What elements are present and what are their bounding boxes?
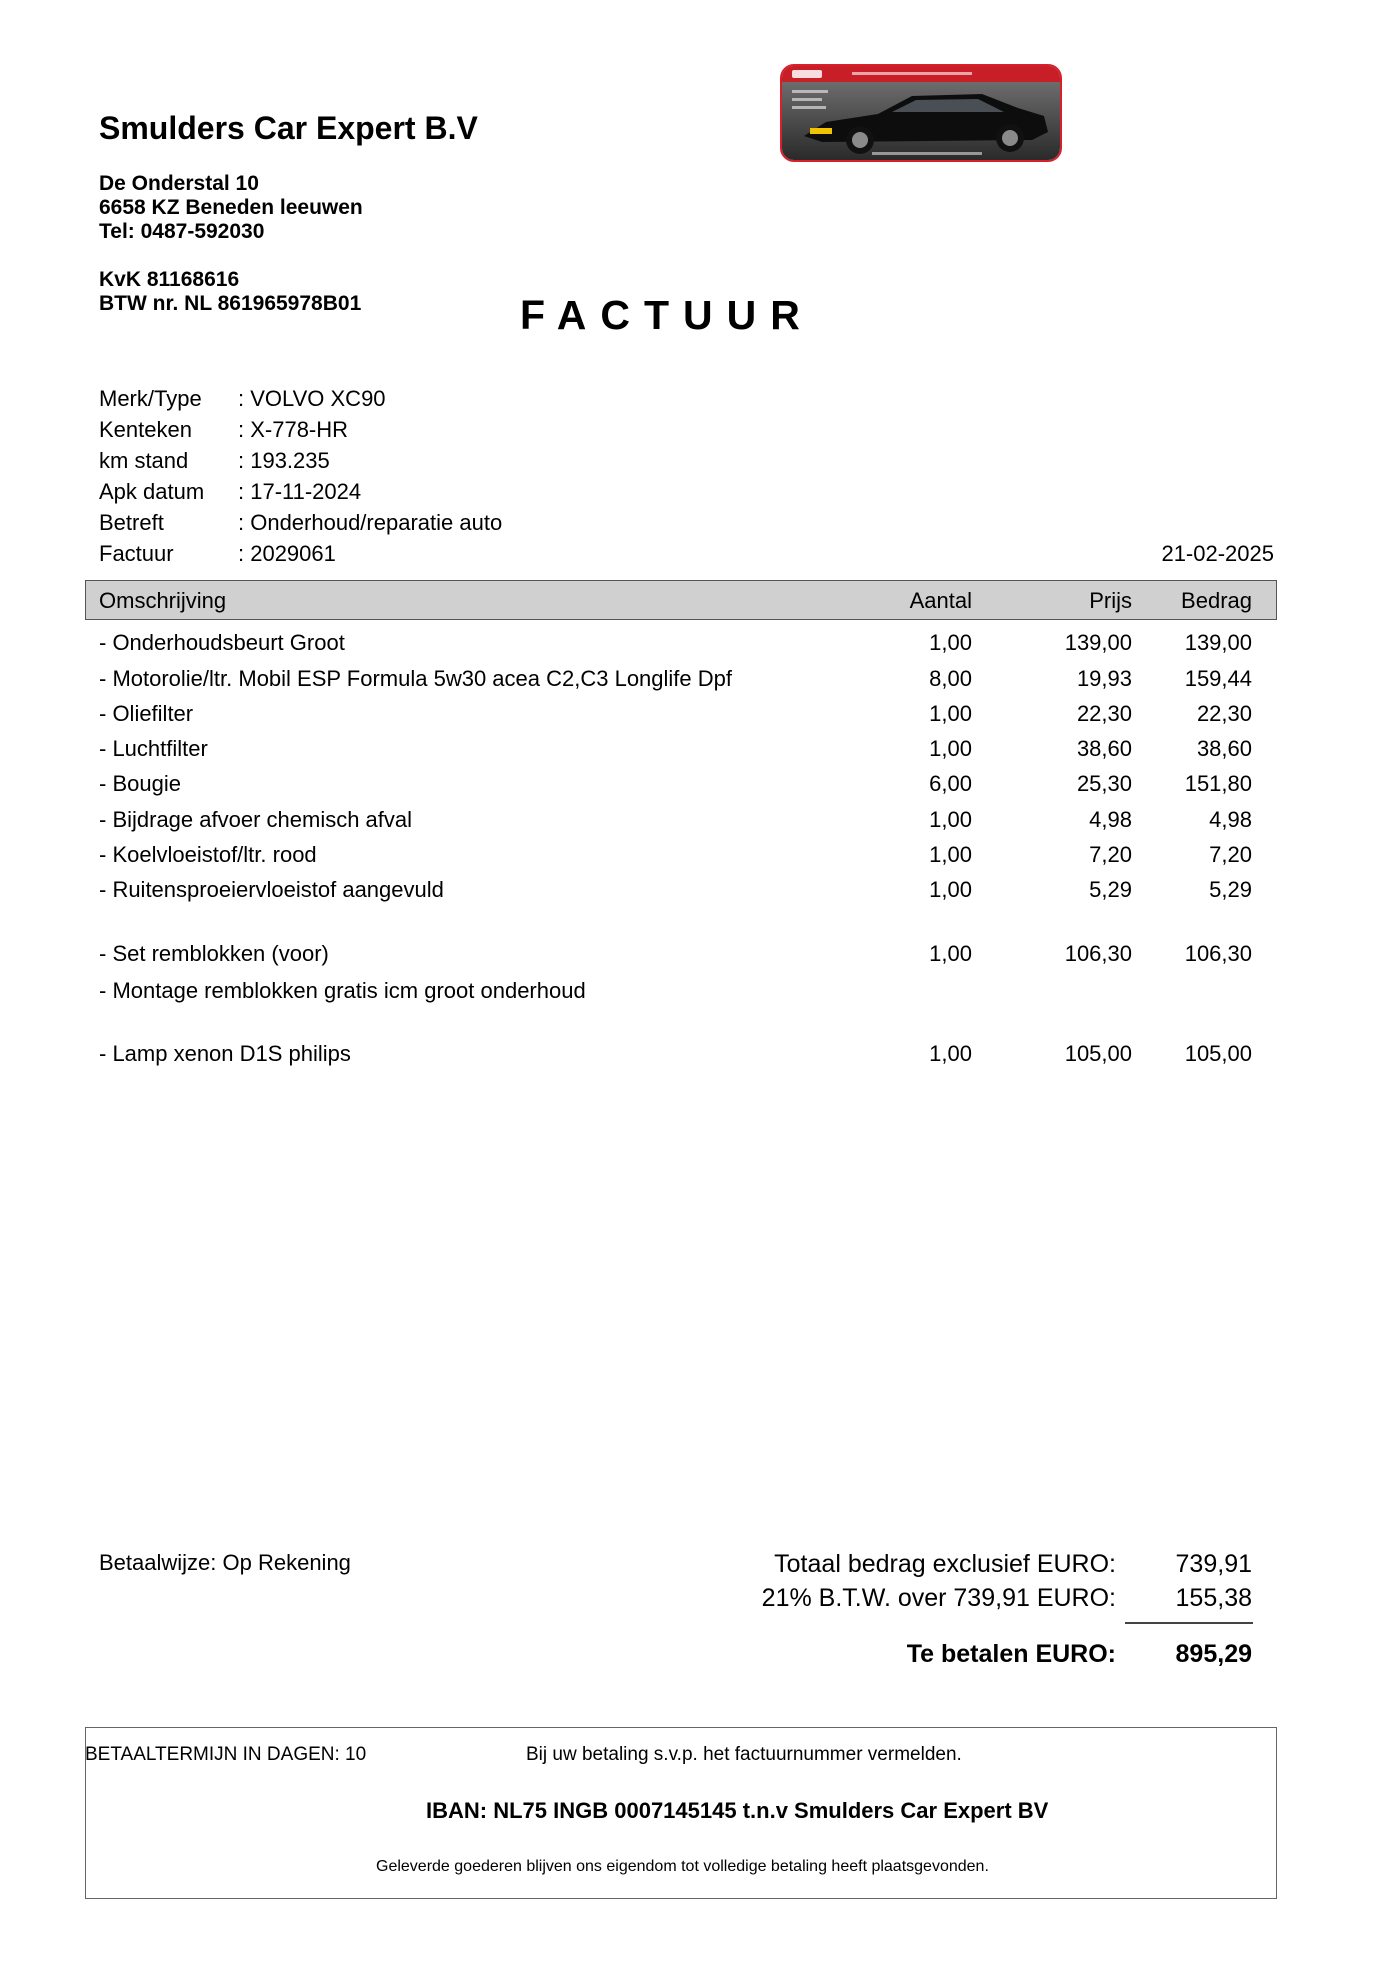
- row-amount: 22,30: [1196, 701, 1252, 726]
- row-description: - Bougie: [99, 771, 181, 796]
- row-price: 25,30: [1076, 771, 1132, 796]
- row-qty: 1,00: [929, 736, 972, 761]
- company-btw: BTW nr. NL 861965978B01: [99, 292, 362, 315]
- row-amount: 5,29: [1209, 877, 1252, 902]
- invoice-date: 21-02-2025: [1161, 541, 1274, 566]
- row-price: 139,00: [1064, 630, 1132, 655]
- row-qty: 1,00: [929, 1041, 972, 1066]
- payment-note: Bij uw betaling s.v.p. het factuurnummer vermelden.: [526, 1744, 962, 1765]
- row-description: - Motorolie/ltr. Mobil ESP Formula 5w30 acea C2,C3 Longlife Dpf: [99, 666, 732, 691]
- row-amount: 159,44: [1184, 666, 1252, 691]
- company-name: Smulders Car Expert B.V: [99, 110, 478, 146]
- row-amount: 7,20: [1209, 842, 1252, 867]
- total-excl-label: Totaal bedrag exclusief EURO:: [774, 1550, 1116, 1578]
- row-qty: 1,00: [929, 842, 972, 867]
- row-amount: 4,98: [1209, 807, 1252, 832]
- row-qty: 6,00: [929, 771, 972, 796]
- row-description: - Montage remblokken gratis icm groot onderhoud: [99, 978, 586, 1003]
- row-price: 19,93: [1076, 666, 1132, 691]
- row-description: - Koelvloeistof/ltr. rood: [99, 842, 317, 867]
- meta-label-km: km stand: [99, 448, 189, 473]
- amount-due-label: Te betalen EURO:: [906, 1640, 1116, 1668]
- row-price: 7,20: [1089, 842, 1132, 867]
- row-qty: 1,00: [929, 877, 972, 902]
- meta-label-factuur: Factuur: [99, 541, 174, 566]
- row-description: - Set remblokken (voor): [99, 941, 329, 966]
- row-amount: 38,60: [1196, 736, 1252, 761]
- row-qty: 1,00: [929, 941, 972, 966]
- meta-value-km: : 193.235: [238, 448, 330, 473]
- column-header-price: Prijs: [1089, 588, 1132, 613]
- amount-due-value: 895,29: [1175, 1640, 1252, 1668]
- row-qty: 8,00: [929, 666, 972, 691]
- row-qty: 1,00: [929, 807, 972, 832]
- meta-label-kenteken: Kenteken: [99, 417, 192, 442]
- meta-value-merk: : VOLVO XC90: [238, 386, 386, 411]
- company-city: 6658 KZ Beneden leeuwen: [99, 196, 363, 219]
- meta-label-betreft: Betreft: [99, 510, 164, 535]
- row-price: 4,98: [1089, 807, 1132, 832]
- row-price: 22,30: [1076, 701, 1132, 726]
- vat-label: 21% B.T.W. over 739,91 EURO:: [761, 1584, 1116, 1612]
- row-price: 38,60: [1076, 736, 1132, 761]
- row-amount: 139,00: [1184, 630, 1252, 655]
- row-description: - Lamp xenon D1S philips: [99, 1041, 351, 1066]
- ownership-notice: Geleverde goederen blijven ons eigendom tot volledige betaling heeft plaatsgevonden.: [376, 1858, 989, 1875]
- total-excl-value: 739,91: [1175, 1550, 1252, 1578]
- row-amount: 105,00: [1184, 1041, 1252, 1066]
- meta-value-betreft: : Onderhoud/reparatie auto: [238, 510, 503, 535]
- row-description: - Oliefilter: [99, 701, 194, 726]
- payment-method: Betaalwijze: Op Rekening: [99, 1550, 351, 1575]
- company-logo: [780, 64, 1062, 162]
- car-image-icon: [782, 66, 1060, 160]
- vat-value: 155,38: [1175, 1584, 1252, 1612]
- meta-value-factuur: : 2029061: [238, 541, 336, 566]
- row-description: - Ruitensproeiervloeistof aangevuld: [99, 877, 444, 902]
- document-title: FACTUUR: [520, 292, 814, 338]
- row-qty: 1,00: [929, 630, 972, 655]
- column-header-qty: Aantal: [909, 588, 972, 613]
- row-price: 5,29: [1089, 877, 1132, 902]
- company-phone: Tel: 0487-592030: [99, 220, 265, 243]
- row-amount: 106,30: [1184, 941, 1252, 966]
- row-qty: 1,00: [929, 701, 972, 726]
- company-kvk: KvK 81168616: [99, 268, 240, 291]
- totals-divider: [1125, 1622, 1253, 1624]
- row-amount: 151,80: [1184, 771, 1252, 796]
- meta-label-merk: Merk/Type: [99, 386, 202, 411]
- meta-value-kenteken: : X-778-HR: [238, 417, 349, 442]
- column-header-description: Omschrijving: [99, 588, 227, 613]
- iban-info: IBAN: NL75 INGB 0007145145 t.n.v Smulders Car Expert BV: [426, 1798, 1049, 1823]
- company-street: De Onderstal 10: [99, 172, 259, 195]
- row-description: - Luchtfilter: [99, 736, 208, 761]
- meta-label-apk: Apk datum: [99, 479, 205, 504]
- meta-value-apk: : 17-11-2024: [238, 479, 362, 504]
- row-description: - Onderhoudsbeurt Groot: [99, 630, 345, 655]
- payment-term: BETAALTERMIJN IN DAGEN: 10: [85, 1744, 367, 1765]
- column-header-amount: Bedrag: [1181, 588, 1252, 613]
- row-description: - Bijdrage afvoer chemisch afval: [99, 807, 413, 832]
- row-price: 106,30: [1064, 941, 1132, 966]
- row-price: 105,00: [1064, 1041, 1132, 1066]
